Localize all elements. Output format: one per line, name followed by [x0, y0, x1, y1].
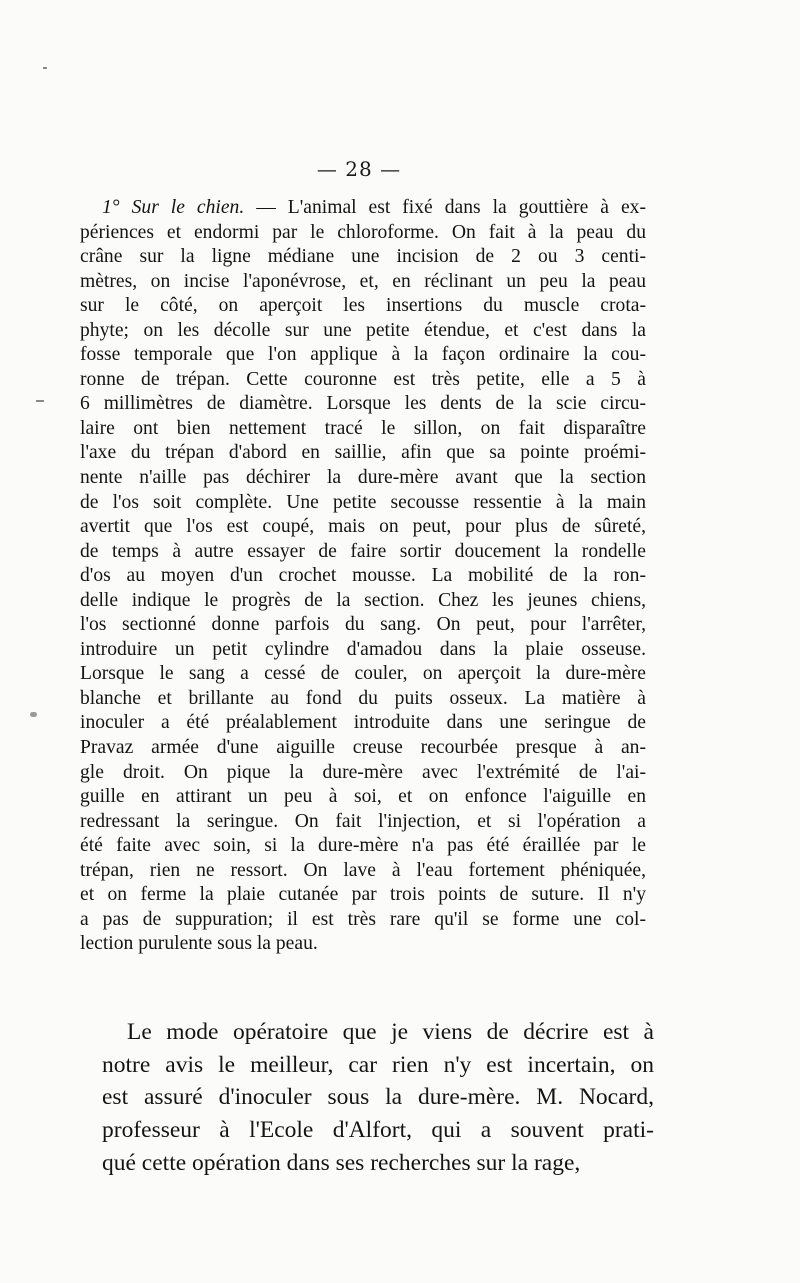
text-line: l'os sectionné donne parfois du sang. On peut, pour l'arrêter,: [80, 614, 646, 636]
text-line: périences et endormi par le chloroforme. On fait à la peau du: [80, 221, 646, 243]
text-line: redressant la seringue. On fait l'injection, et si l'opération a: [80, 810, 646, 832]
text-line: gle droit. On pique la dure-mère avec l'extrémité de l'ai-: [80, 761, 646, 783]
text-line: avertit que l'os est coupé, mais on peut, pour plus de sûreté,: [80, 516, 646, 538]
paragraph-dog-procedure: [80, 196, 646, 957]
text-line: fosse temporale que l'on applique à la façon ordinaire la cou-: [80, 344, 646, 366]
text-line: delle indique le progrès de la section. Chez les jeunes chiens,: [80, 589, 646, 611]
text-line: a pas de suppuration; il est très rare qu'il se forme une col-: [80, 908, 646, 930]
text-line: et on ferme la plaie cutanée par trois points de suture. Il n'y: [80, 884, 646, 906]
text-line: de l'os soit complète. Une petite secousse ressentie à la main: [80, 491, 646, 513]
page-number: — 28 —: [316, 157, 402, 181]
text-line: 1° Sur le chien. — L'animal est fixé dans la gouttière à ex-: [102, 197, 646, 218]
text-line: mètres, on incise l'aponévrose, et, en réclinant un peu la peau: [80, 270, 646, 292]
text-line: trépan, rien ne ressort. On lave à l'eau fortement phéniquée,: [80, 859, 646, 881]
text-line: introduire un petit cylindre d'amadou dans la plaie osseuse.: [80, 638, 646, 660]
text-line: crâne sur la ligne médiane une incision de 2 ou 3 centi-: [80, 246, 646, 268]
text-line: nente n'aille pas déchirer la dure-mère avant que la section: [80, 467, 646, 489]
text-line: Le mode opératoire que je viens de décrire est à: [127, 1019, 654, 1045]
text-line: guille en attirant un peu à soi, et on enfonce l'aiguille en: [80, 786, 646, 808]
text-line: été faite avec soin, si la dure-mère n'a pas été éraillée par le: [80, 835, 646, 857]
text-line: notre avis le meilleur, car rien n'y est incertain, on: [102, 1051, 654, 1078]
section-label: 1° Sur le chien.: [102, 197, 245, 218]
text-line: ronne de trépan. Cette couronne est très petite, elle a 5 à: [80, 368, 646, 390]
text-line: Lorsque le sang a cessé de couler, on aperçoit la dure-mère: [80, 663, 646, 685]
text-line: sur le côté, on aperçoit les insertions du muscle crota-: [80, 295, 646, 317]
text-line: phyte; on les décolle sur une petite étendue, et c'est dans la: [80, 319, 646, 341]
text-line: Pravaz armée d'une aiguille creuse recourbée presque à an-: [80, 737, 646, 759]
margin-speck: [30, 712, 37, 717]
text-line: l'axe du trépan d'abord en saillie, afin que sa pointe proémi-: [80, 442, 646, 464]
text-line: laire ont bien nettement tracé le sillon, on fait disparaître: [80, 417, 646, 439]
text-line: qué cette opération dans ses recherches sur la rage,: [102, 1149, 581, 1176]
text-line: inoculer a été préalablement introduite dans une seringue de: [80, 712, 646, 734]
text-line: blanche et brillante au fond du puits osseux. La matière à: [80, 687, 646, 709]
text-line: de temps à autre essayer de faire sortir doucement la rondelle: [80, 540, 646, 562]
text-line: lection purulente sous la peau.: [80, 933, 318, 955]
margin-speck: [36, 400, 44, 402]
text-line: d'os au moyen d'un crochet mousse. La mobilité de la ron-: [80, 565, 646, 587]
margin-speck: [43, 67, 47, 69]
text-line: 6 millimètres de diamètre. Lorsque les dents de la scie circu-: [80, 393, 646, 415]
text-line: professeur à l'Ecole d'Alfort, qui a souvent prati-: [102, 1117, 654, 1144]
paragraph-method-assessment: [102, 1016, 654, 1180]
text-line: est assuré d'inoculer sous la dure-mère. M. Nocard,: [102, 1084, 654, 1111]
